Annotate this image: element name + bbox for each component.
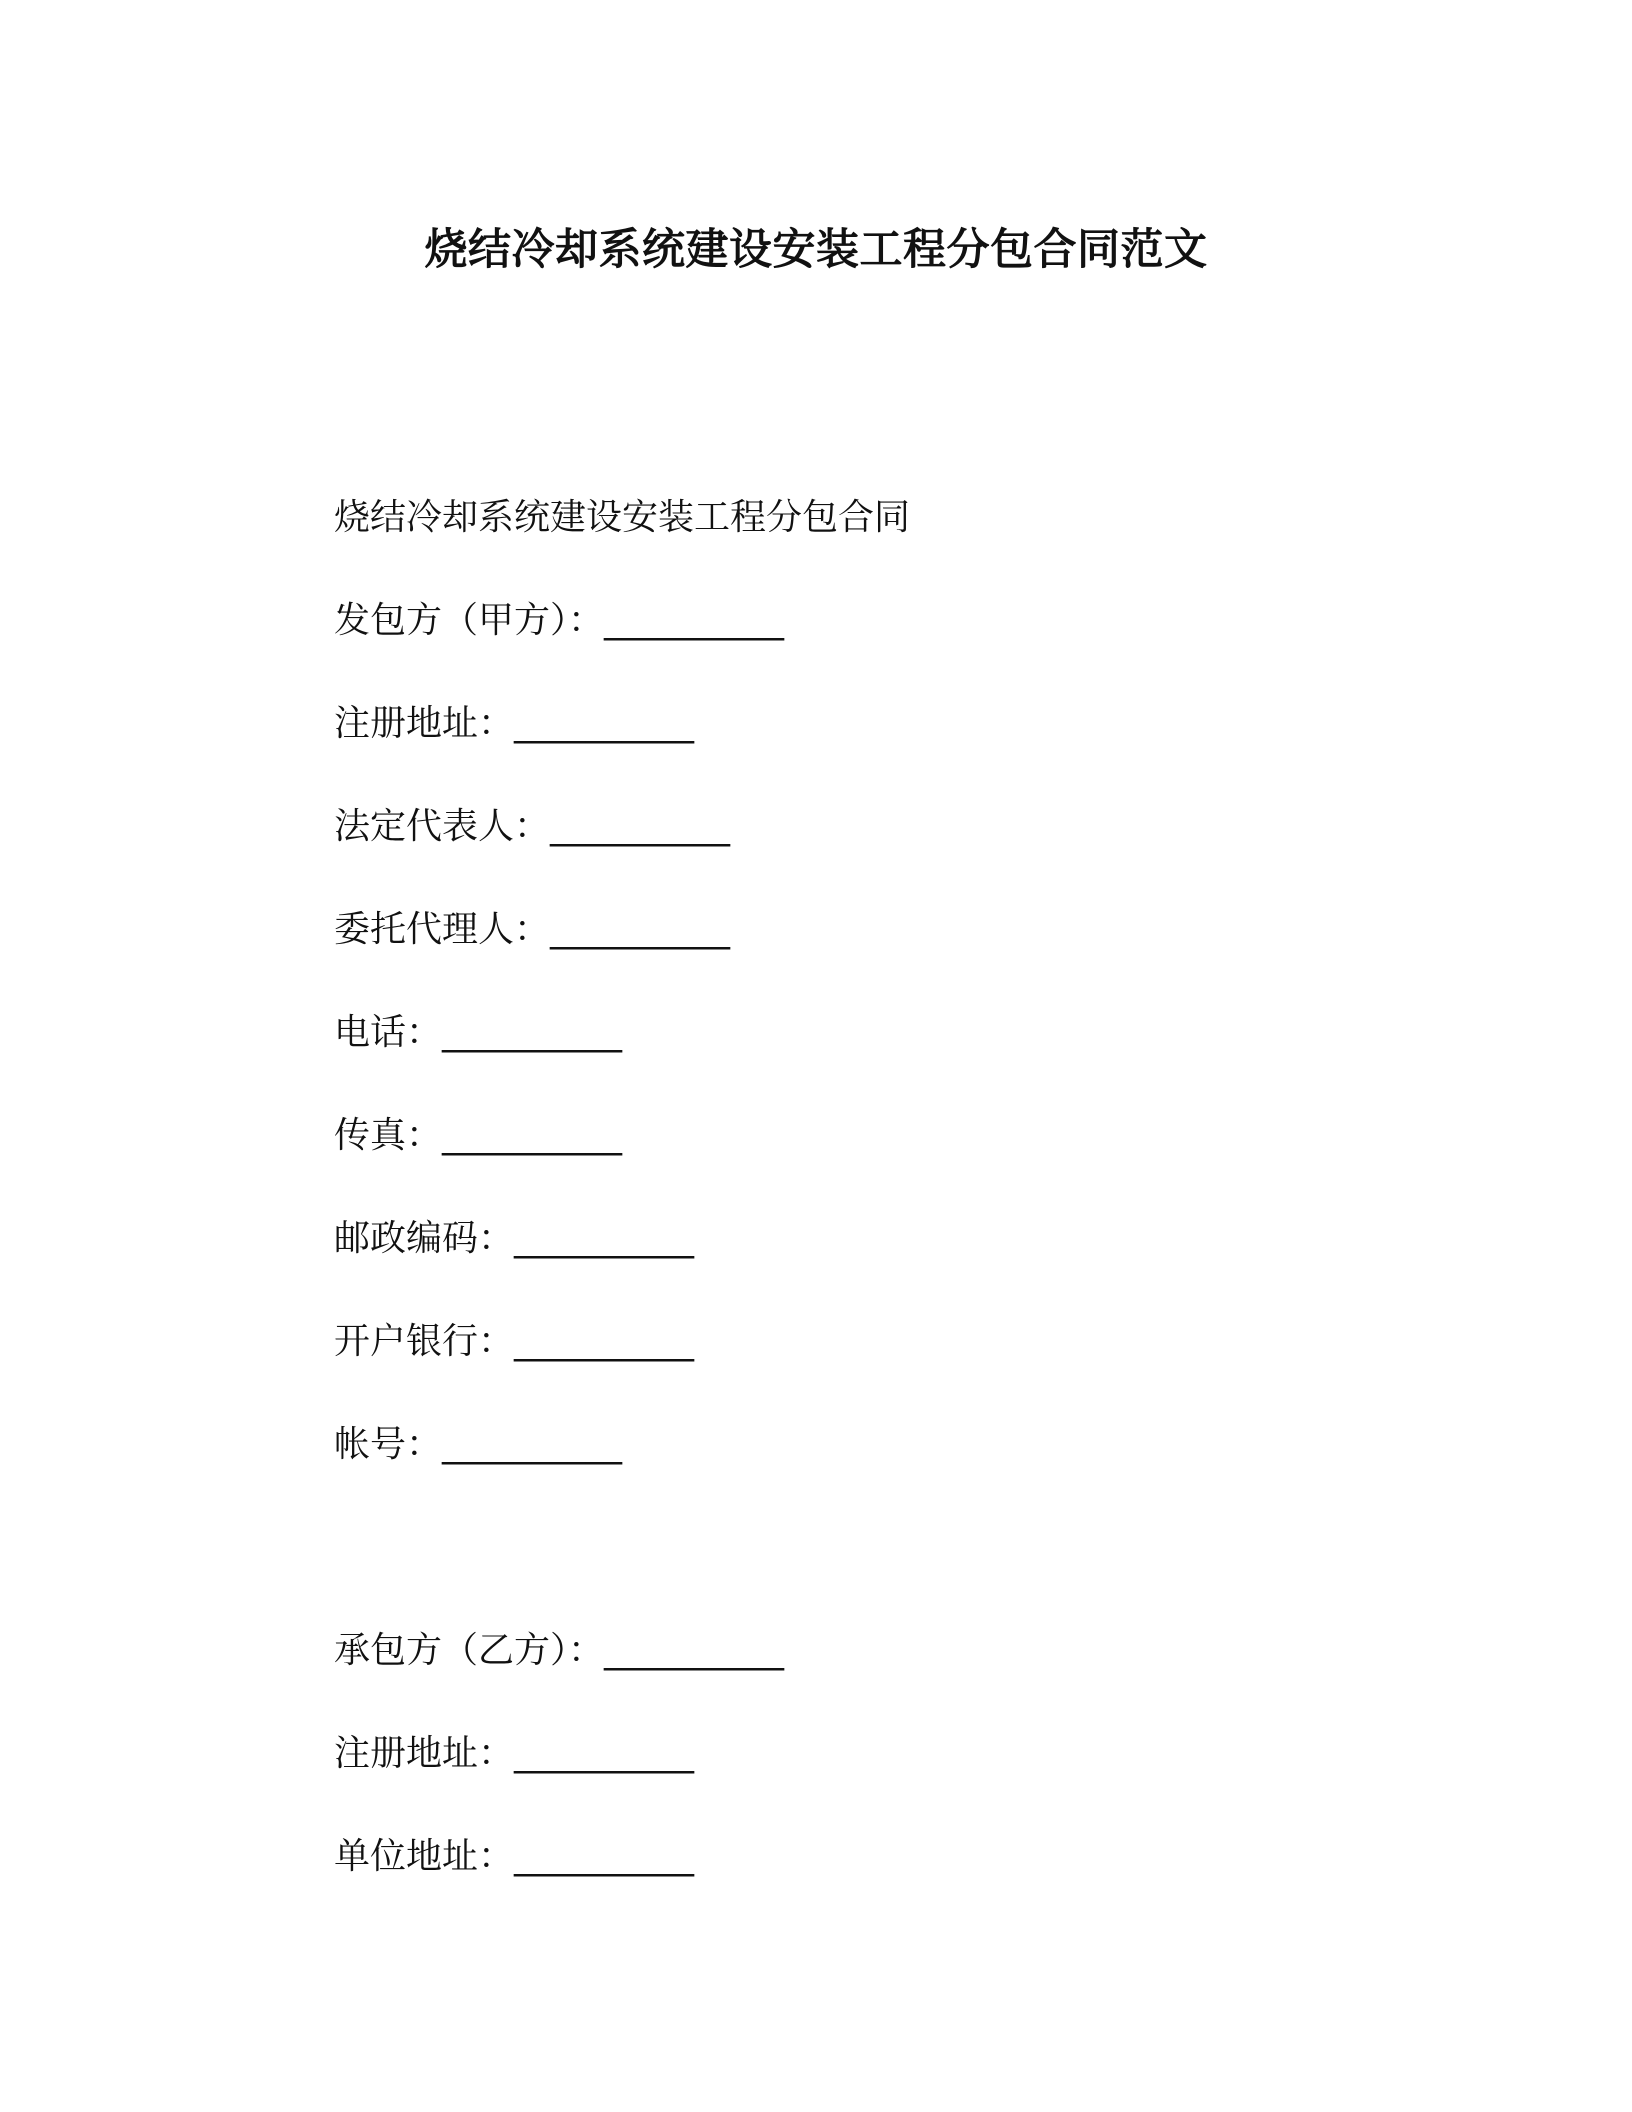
section-spacer [334,1524,1434,1627]
party-b-name-field [334,1627,1434,1675]
fill-in-blank: __________ [514,1321,695,1362]
party-a-phone-field [334,1009,1434,1057]
party-a-section [334,597,1434,1469]
party-a-name-field [334,597,1434,645]
field-label: 单位地址： [334,1836,515,1877]
contract-subtitle: 烧结冷却系统建设安装工程分包合同 [334,497,911,538]
party-b-registered-address-field [334,1730,1434,1778]
field-label: 邮政编码： [334,1218,515,1259]
field-label: 电话： [334,1012,443,1053]
field-label: 发包方（甲方）： [334,600,605,641]
document-body [334,494,1434,1936]
party-a-account-field [334,1421,1434,1469]
party-a-postal-code-field [334,1215,1434,1263]
party-b-unit-address-field [334,1833,1434,1881]
field-label: 开户银行： [334,1321,515,1362]
fill-in-blank: __________ [550,909,731,950]
party-a-authorized-agent-field [334,906,1434,954]
party-a-registered-address-field [334,700,1434,748]
party-b-section [334,1627,1434,1881]
fill-in-blank: __________ [442,1115,623,1156]
fill-in-blank: __________ [550,806,731,847]
fill-in-blank: __________ [514,1836,695,1877]
party-a-bank-field [334,1318,1434,1366]
fill-in-blank: __________ [514,1218,695,1259]
fill-in-blank: __________ [514,703,695,744]
field-label: 委托代理人： [334,909,551,950]
document-title: 烧结冷却系统建设安装工程分包合同范文 [424,225,1208,275]
fill-in-blank: __________ [514,1733,695,1774]
fill-in-blank: __________ [442,1012,623,1053]
fill-in-blank: __________ [604,1630,785,1671]
party-a-legal-representative-field [334,803,1434,851]
field-label: 法定代表人： [334,806,551,847]
field-label: 承包方（乙方）： [334,1630,605,1671]
field-label: 注册地址： [334,1733,515,1774]
fill-in-blank: __________ [442,1424,623,1465]
party-a-fax-field [334,1112,1434,1160]
field-label: 帐号： [334,1424,443,1465]
field-label: 传真： [334,1115,443,1156]
fill-in-blank: __________ [604,600,785,641]
field-label: 注册地址： [334,703,515,744]
